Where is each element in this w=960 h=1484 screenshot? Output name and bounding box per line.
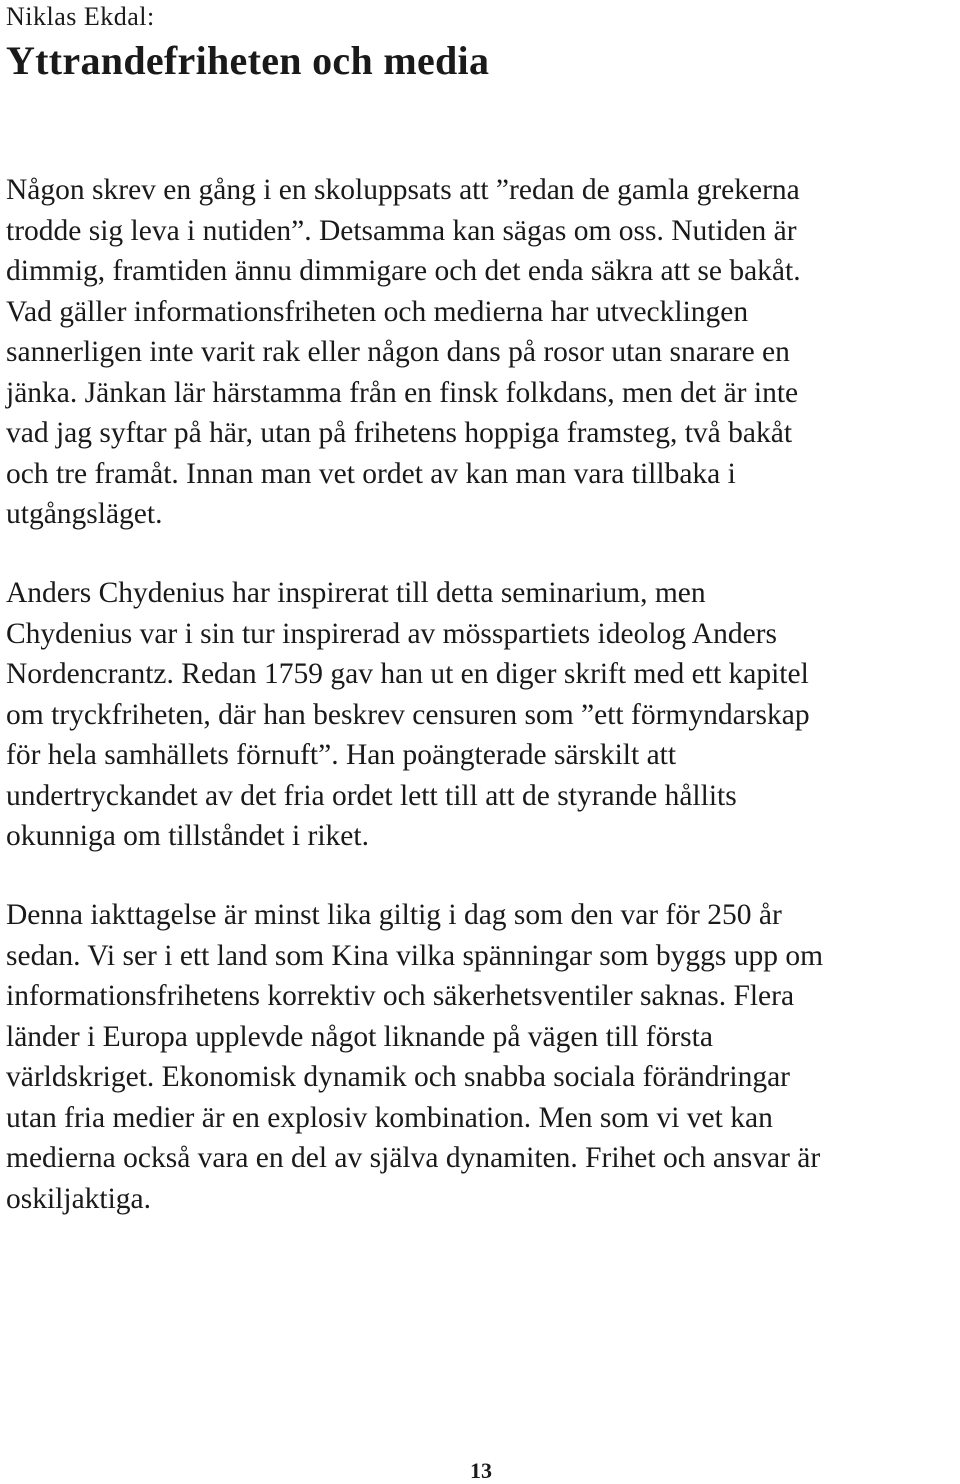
paragraph-line: Anders Chydenius har inspirerat till detta seminarium, men bbox=[6, 577, 706, 609]
paragraph-line: okunniga om tillståndet i riket. bbox=[6, 820, 369, 852]
paragraph-line: dimmig, framtiden ännu dimmigare och det enda säkra att se bakåt. bbox=[6, 255, 801, 287]
page-number: 13 bbox=[470, 1458, 492, 1483]
paragraph-line: trodde sig leva i nutiden”. Detsamma kan sägas om oss. Nutiden är bbox=[6, 214, 797, 247]
paragraph-line: jänka. Jänkan lär härstamma från en finsk folkdans, men det är inte bbox=[6, 376, 799, 409]
paragraph-line: och tre framåt. Innan man vet ordet av kan man vara tillbaka i bbox=[6, 457, 736, 490]
paragraph-3 bbox=[6, 895, 960, 1219]
paragraph-line: utgångsläget. bbox=[6, 498, 163, 530]
paragraph-line: oskiljaktiga. bbox=[6, 1182, 152, 1215]
paragraph-line: Någon skrev en gång i en skoluppsats att ”redan de gamla grekerna bbox=[6, 174, 800, 206]
document-title: Yttrandefriheten och media bbox=[6, 38, 490, 83]
paragraph-line: Denna iakttagelse är minst lika giltig i dag som den var för 250 år bbox=[6, 899, 782, 931]
paragraph-line: världskriget. Ekonomisk dynamik och snabba sociala förändringar bbox=[6, 1061, 790, 1093]
paragraph-line: för hela samhällets förnuft”. Han poängterade särskilt att bbox=[6, 739, 677, 771]
author-name: Niklas Ekdal: bbox=[6, 2, 155, 31]
paragraph-line: informationsfrihetens korrektiv och säkerhetsventiler saknas. Flera bbox=[6, 980, 795, 1012]
paragraph-line: medierna också vara en del av själva dynamiten. Frihet och ansvar är bbox=[6, 1142, 821, 1174]
paragraph-2 bbox=[6, 573, 960, 857]
paragraph-line: sannerligen inte varit rak eller någon dans på rosor utan snarare en bbox=[6, 336, 790, 368]
paragraph-line: undertryckandet av det fria ordet lett till att de styrande hållits bbox=[6, 779, 737, 812]
paragraph-line: utan fria medier är en explosiv kombination. Men som vi vet kan bbox=[6, 1101, 773, 1134]
paragraph-line: sedan. Vi ser i ett land som Kina vilka spänningar som byggs upp om bbox=[6, 939, 824, 972]
paragraph-line: länder i Europa upplevde något liknande på vägen till första bbox=[6, 1020, 713, 1053]
paragraph-line: Chydenius var i sin tur inspirerad av mösspartiets ideolog Anders bbox=[6, 617, 777, 650]
paragraph-line: Vad gäller informationsfriheten och medierna har utvecklingen bbox=[6, 295, 749, 328]
paragraph-1 bbox=[6, 170, 960, 535]
paragraph-line: vad jag syftar på här, utan på frihetens hoppiga framsteg, två bakåt bbox=[6, 417, 793, 449]
paragraph-line: Nordencrantz. Redan 1759 gav han ut en diger skrift med ett kapitel bbox=[6, 658, 809, 690]
paragraph-line: om tryckfriheten, där han beskrev censuren som ”ett förmyndarskap bbox=[6, 698, 810, 731]
